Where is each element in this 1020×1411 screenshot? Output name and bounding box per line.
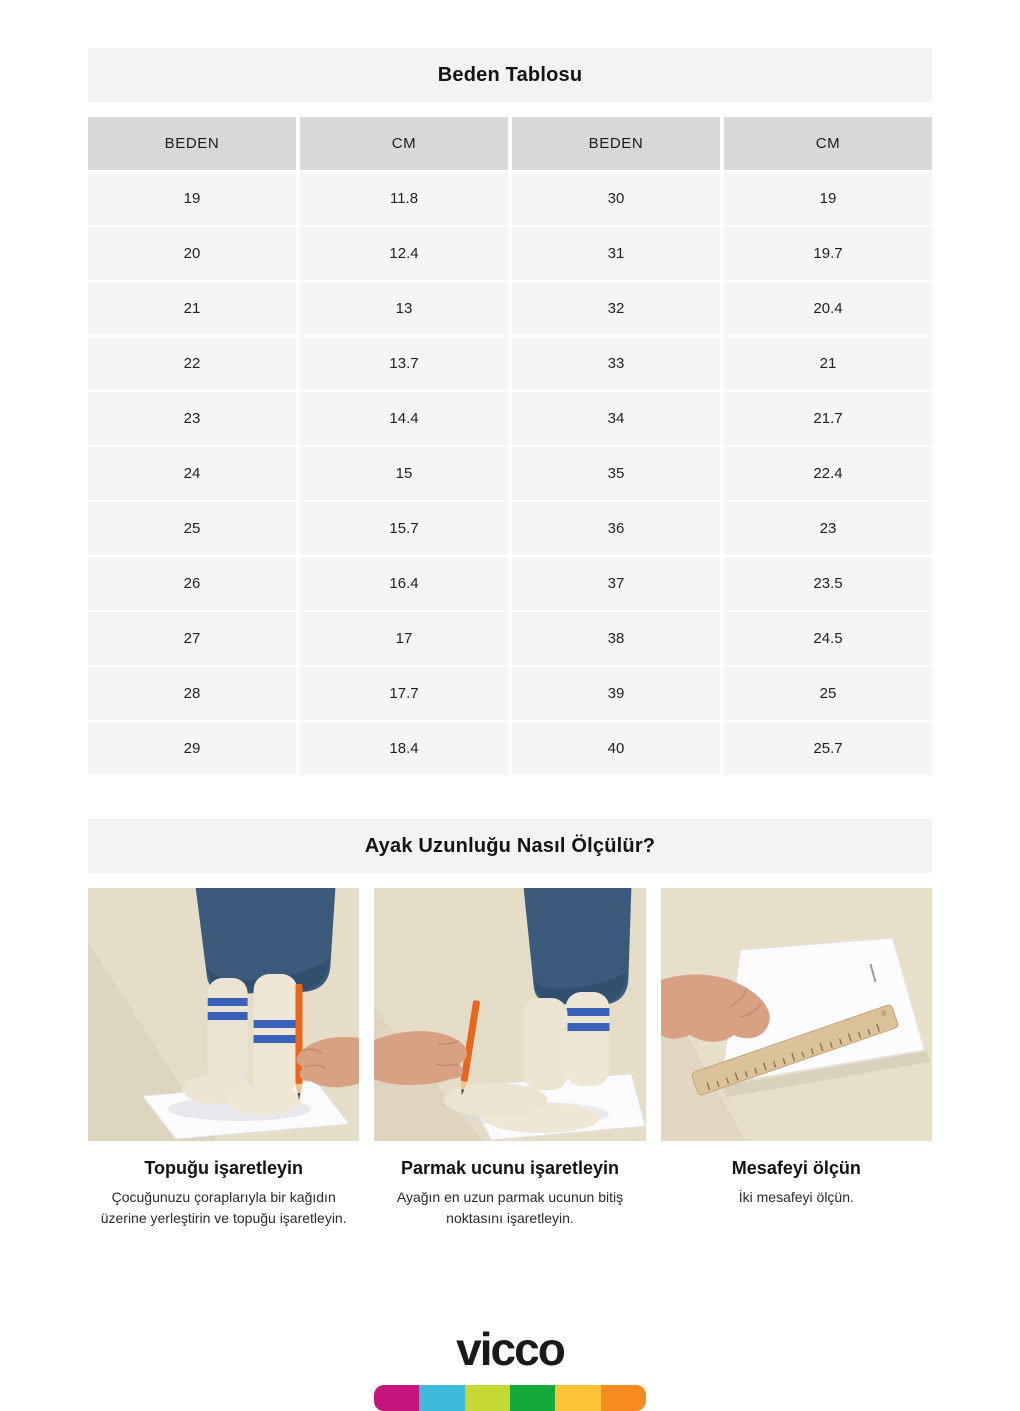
- size-cell: 28: [88, 667, 296, 720]
- table-row: [88, 447, 932, 500]
- measure-distance-illustration: [661, 888, 932, 1141]
- size-table: [88, 117, 932, 775]
- step-mark-toe: [374, 888, 645, 1229]
- brand-stripe: [374, 1385, 646, 1411]
- cm-cell: 21: [724, 337, 932, 390]
- size-cell: 34: [512, 392, 720, 445]
- size-table-title: Beden Tablosu: [437, 63, 583, 86]
- size-table-header-row: [88, 117, 932, 170]
- cm-cell: 23.5: [724, 557, 932, 610]
- cm-cell: 13.7: [300, 337, 508, 390]
- step-title: Parmak ucunu işaretleyin: [400, 1158, 620, 1178]
- cm-cell: 22.4: [724, 447, 932, 500]
- size-table-banner: [88, 48, 932, 102]
- cm-cell: 19: [724, 172, 932, 225]
- size-header-cell: BEDEN: [88, 117, 296, 170]
- step-description: Ayağın en uzun parmak ucunun bitiş noktasını işaretleyin.: [396, 1189, 624, 1226]
- stripe-segment: [510, 1385, 555, 1411]
- cm-cell: 18.4: [300, 722, 508, 775]
- size-cell: 24: [88, 447, 296, 500]
- mark-toe-illustration: [374, 888, 645, 1141]
- cm-header-cell: CM: [300, 117, 508, 170]
- stripe-segment: [601, 1385, 646, 1411]
- size-guide-page: [0, 48, 1020, 1408]
- step-mark-heel: [88, 888, 359, 1229]
- cm-cell: 11.8: [300, 172, 508, 225]
- size-cell: 22: [88, 337, 296, 390]
- cm-cell: 15.7: [300, 502, 508, 555]
- stripe-segment: [374, 1385, 419, 1411]
- size-cell: 33: [512, 337, 720, 390]
- size-cell: 23: [88, 392, 296, 445]
- measure-steps: [88, 888, 932, 1229]
- measure-banner: [88, 819, 932, 873]
- stripe-segment: [419, 1385, 464, 1411]
- table-row: [88, 172, 932, 225]
- size-cell: 25: [88, 502, 296, 555]
- vicco-logo: vicco: [456, 1323, 564, 1375]
- step-description: İki mesafeyi ölçün.: [738, 1189, 854, 1205]
- cm-header-cell: CM: [724, 117, 932, 170]
- table-row: [88, 722, 932, 775]
- brand-footer: [0, 1323, 1020, 1408]
- stripe-segment: [465, 1385, 510, 1411]
- cm-cell: 21.7: [724, 392, 932, 445]
- cm-cell: 23: [724, 502, 932, 555]
- table-row: [88, 667, 932, 720]
- cm-cell: 25: [724, 667, 932, 720]
- stripe-segment: [555, 1385, 600, 1411]
- cm-cell: 19.7: [724, 227, 932, 280]
- measure-title: Ayak Uzunluğu Nasıl Ölçülür?: [364, 834, 656, 857]
- step-photo-mark-toe: [374, 888, 645, 1141]
- size-cell: 38: [512, 612, 720, 665]
- step-title: Mesafeyi ölçün: [731, 1158, 861, 1178]
- cm-cell: 17.7: [300, 667, 508, 720]
- cm-cell: 25.7: [724, 722, 932, 775]
- size-cell: 40: [512, 722, 720, 775]
- size-cell: 39: [512, 667, 720, 720]
- table-row: [88, 227, 932, 280]
- size-cell: 37: [512, 557, 720, 610]
- table-row: [88, 557, 932, 610]
- table-row: [88, 612, 932, 665]
- cm-cell: 13: [300, 282, 508, 335]
- cm-cell: 17: [300, 612, 508, 665]
- table-row: [88, 502, 932, 555]
- size-cell: 35: [512, 447, 720, 500]
- size-cell: 36: [512, 502, 720, 555]
- step-photo-mark-heel: [88, 888, 359, 1141]
- size-cell: 27: [88, 612, 296, 665]
- step-title: Topuğu işaretleyin: [144, 1158, 303, 1178]
- cm-cell: 14.4: [300, 392, 508, 445]
- size-cell: 31: [512, 227, 720, 280]
- cm-cell: 24.5: [724, 612, 932, 665]
- step-measure-distance: [661, 888, 932, 1229]
- step-photo-measure-distance: [661, 888, 932, 1141]
- size-cell: 29: [88, 722, 296, 775]
- mark-heel-illustration: [88, 888, 359, 1141]
- size-cell: 30: [512, 172, 720, 225]
- size-cell: 19: [88, 172, 296, 225]
- cm-cell: 15: [300, 447, 508, 500]
- size-cell: 26: [88, 557, 296, 610]
- table-row: [88, 282, 932, 335]
- cm-cell: 16.4: [300, 557, 508, 610]
- size-cell: 32: [512, 282, 720, 335]
- size-cell: 20: [88, 227, 296, 280]
- size-table-body: [88, 172, 932, 775]
- step-description: Çocuğunuzu çoraplarıyla bir kağıdın üzerine yerleştirin ve topuğu işaretleyin.: [100, 1189, 347, 1226]
- size-cell: 21: [88, 282, 296, 335]
- table-row: [88, 392, 932, 445]
- size-header-cell: BEDEN: [512, 117, 720, 170]
- cm-cell: 20.4: [724, 282, 932, 335]
- table-row: [88, 337, 932, 390]
- cm-cell: 12.4: [300, 227, 508, 280]
